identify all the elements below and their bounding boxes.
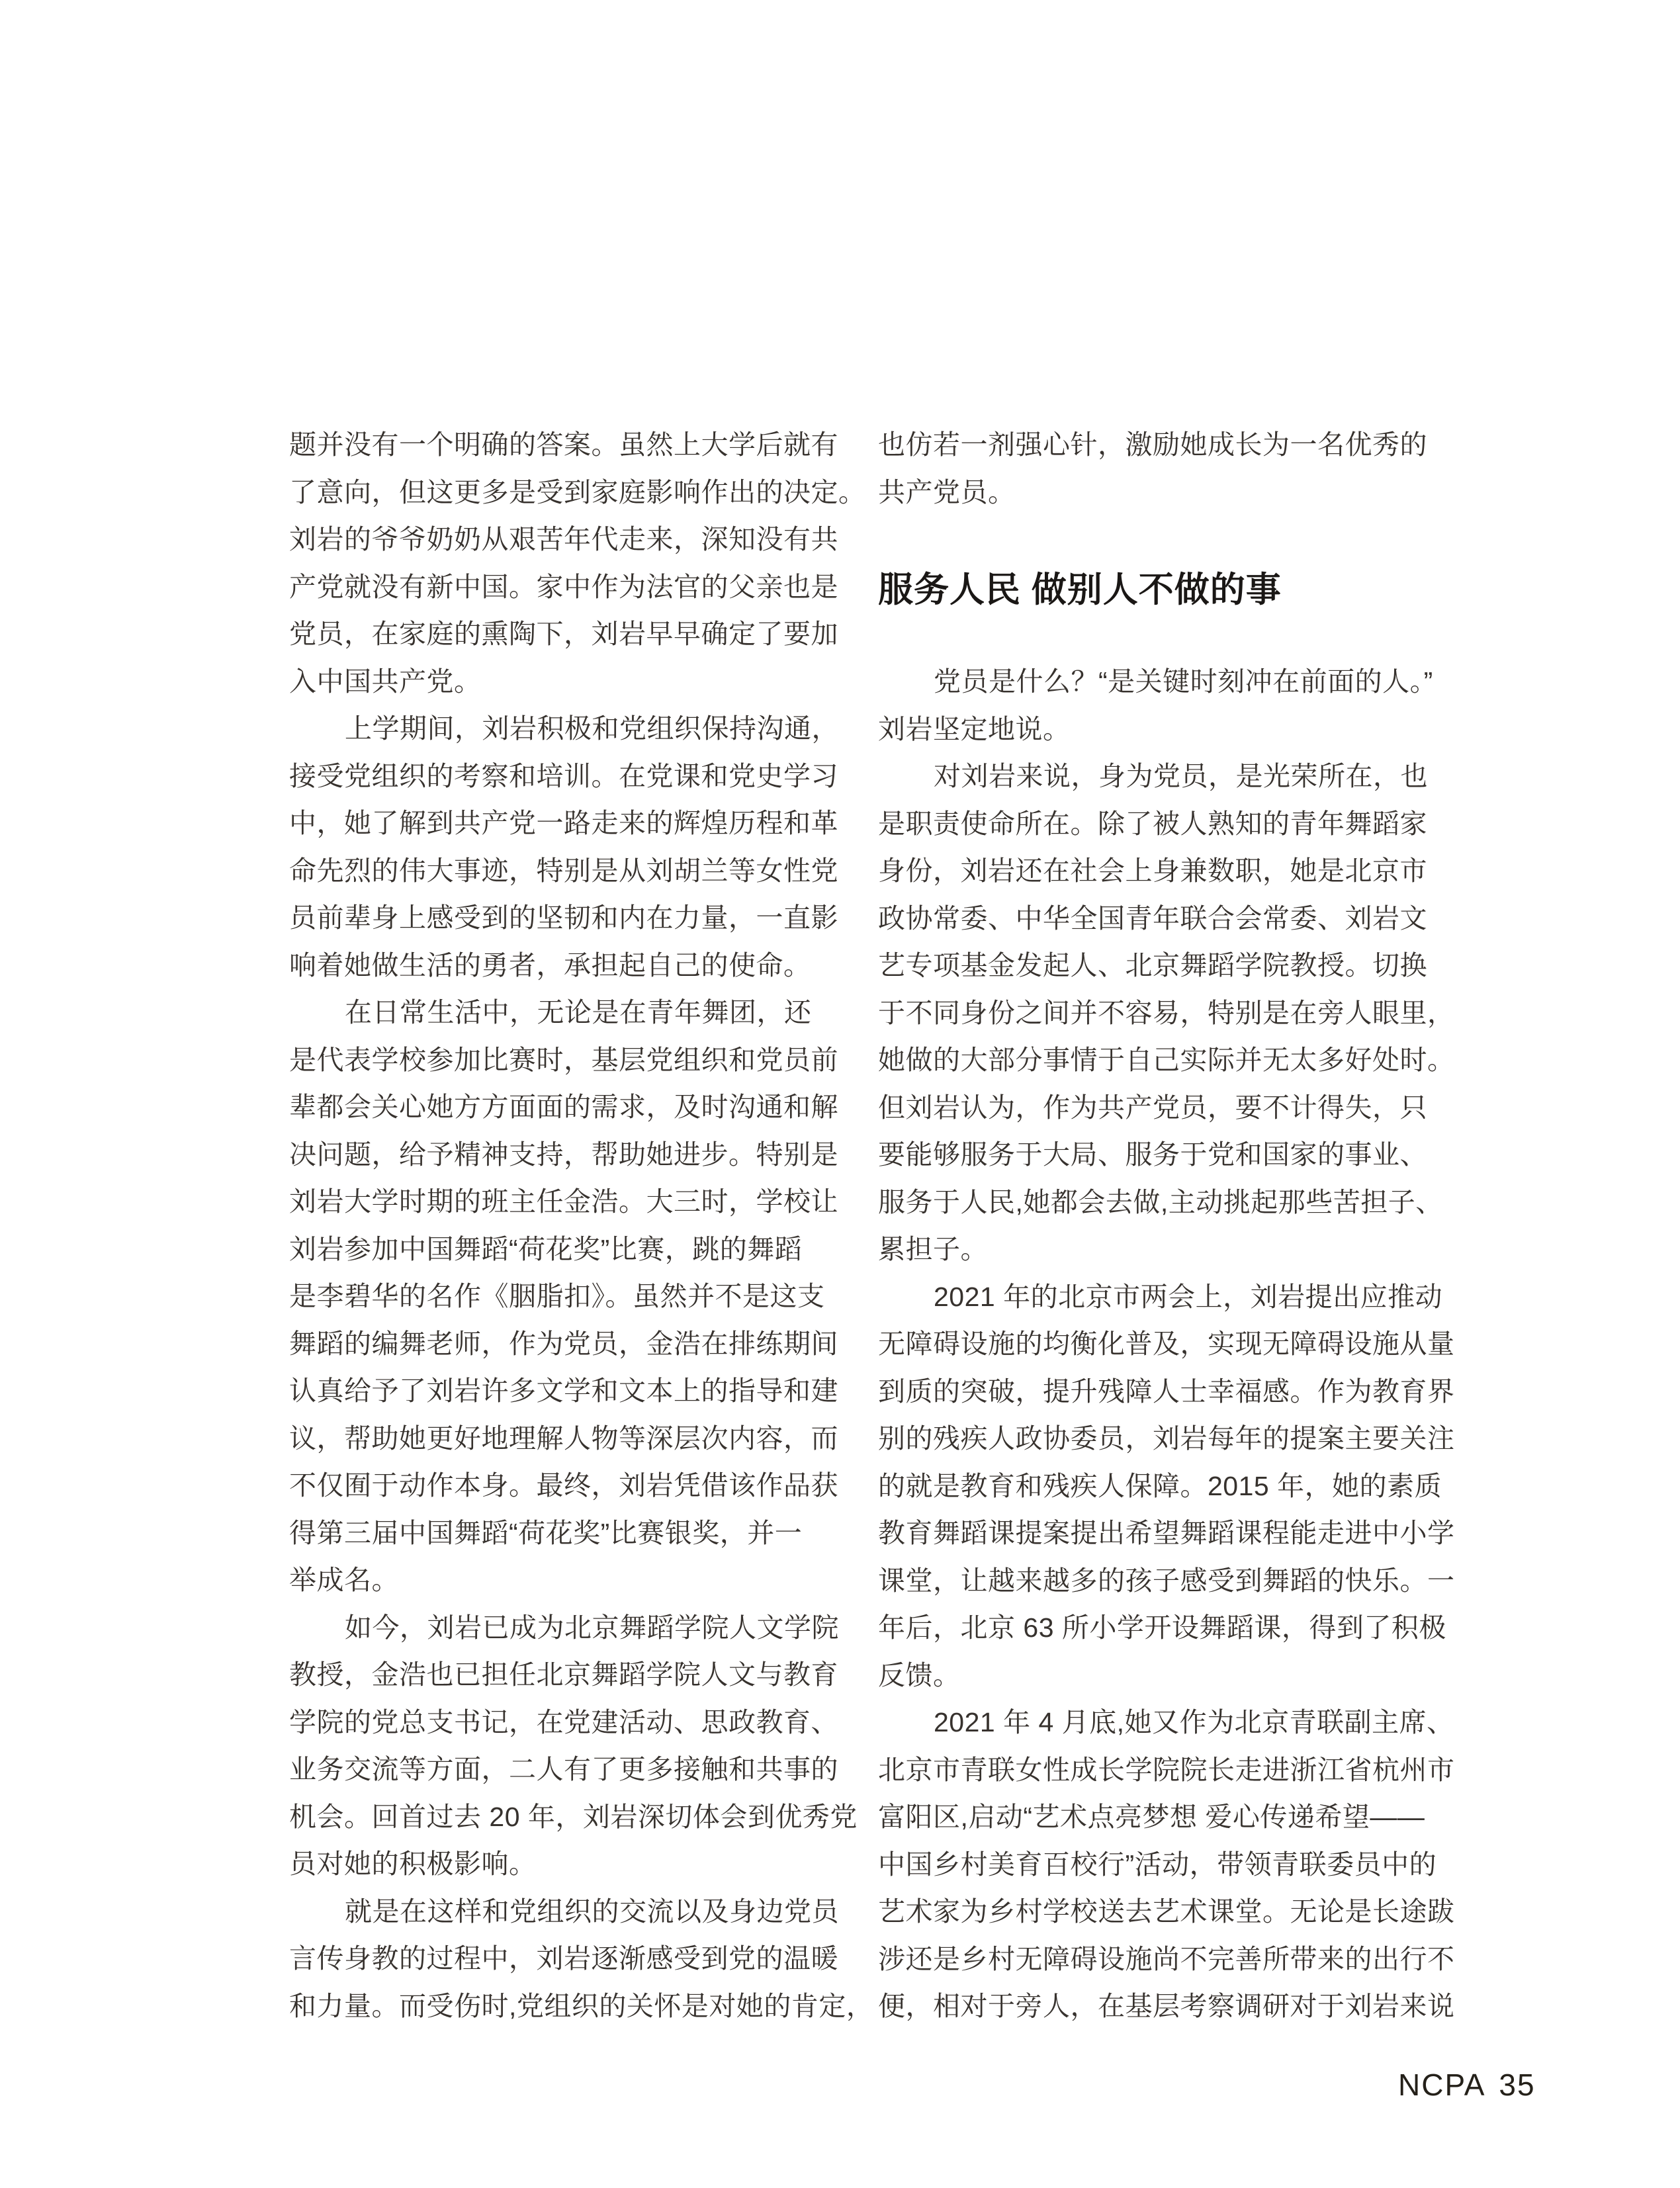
text-line: 别的残疾人政协委员，刘岩每年的提案主要关注	[878, 1423, 1455, 1454]
text-line: 艺专项基金发起人、北京舞蹈学院教授。切换	[878, 950, 1427, 981]
text-line: 是职责使命所在。除了被人熟知的青年舞蹈家	[878, 808, 1427, 839]
text-line: 党员是什么？“是关键时刻冲在前面的人。”	[934, 666, 1433, 697]
text-line: 共产党员。	[878, 476, 1016, 507]
text-line: 于不同身份之间并不容易，特别是在旁人眼里，	[878, 997, 1455, 1028]
text-line: 和力量。而受伤时,党组织的关怀是对她的肯定，	[289, 1990, 874, 2021]
text-line: 艺术家为乡村学校送去艺术课堂。无论是长途跋	[878, 1896, 1455, 1927]
text-line: 到质的突破，提升残障人士幸福感。作为教育界	[878, 1376, 1455, 1407]
text-line: 机会。回首过去 20 年，刘岩深切体会到优秀党	[289, 1801, 858, 1832]
text-line: 涉还是乡村无障碍设施尚不完善所带来的出行不	[878, 1943, 1455, 1974]
text-line: 上学期间，刘岩积极和党组织保持沟通，	[345, 713, 839, 744]
text-line: 中国乡村美育百校行”活动，带领青联委员中的	[878, 1849, 1437, 1880]
text-line: 服务于人民,她都会去做,主动挑起那些苦担子、	[878, 1186, 1443, 1217]
text-line: 的就是教育和残疾人保障。2015 年，她的素质	[878, 1470, 1442, 1501]
text-line: 累担子。	[878, 1234, 988, 1264]
article-column-right-body	[878, 658, 1455, 2031]
text-line: 无障碍设施的均衡化普及，实现无障碍设施从量	[878, 1329, 1455, 1359]
text-line: 2021 年的北京市两会上，刘岩提出应推动	[934, 1281, 1443, 1312]
text-line: 要能够服务于大局、服务于党和国家的事业、	[878, 1139, 1427, 1170]
text-line: 命先烈的伟大事迹，特别是从刘胡兰等女性党	[289, 855, 838, 886]
text-line: 辈都会关心她方方面面的需求，及时沟通和解	[289, 1092, 838, 1122]
page-number: 35	[1499, 2068, 1536, 2102]
text-line: 教育舞蹈课提案提出希望舞蹈课程能走进中小学	[878, 1518, 1455, 1548]
text-line: 学院的党总支书记，在党建活动、思政教育、	[289, 1706, 838, 1737]
text-line: 便，相对于旁人，在基层考察调研对于刘岩来说	[878, 1991, 1455, 2021]
text-line: 刘岩的爷爷奶奶从艰苦年代走来，深知没有共	[289, 524, 838, 554]
section-heading: 服务人民 做别人不做的事	[878, 570, 1282, 609]
text-line: 业务交流等方面，二人有了更多接触和共事的	[289, 1754, 838, 1784]
text-line: 刘岩参加中国舞蹈“荷花奖”比赛，跳的舞蹈	[289, 1233, 803, 1264]
text-line: 题并没有一个明确的答案。虽然上大学后就有	[289, 429, 838, 460]
text-line: 刘岩大学时期的班主任金浩。大三时，学校让	[289, 1186, 838, 1217]
article-column-right	[878, 421, 1455, 2031]
text-line: 是代表学校参加比赛时，基层党组织和党员前	[289, 1044, 838, 1075]
text-line: 议，帮助她更好地理解人物等深层次内容，而	[289, 1422, 838, 1454]
text-line: 员对她的积极影响。	[289, 1849, 537, 1879]
text-line: 认真给予了刘岩许多文学和文本上的指导和建	[289, 1376, 838, 1406]
text-line: 反馈。	[878, 1659, 961, 1690]
article-column-left	[289, 421, 874, 2030]
text-line: 决问题，给予精神支持，帮助她进步。特别是	[289, 1139, 838, 1170]
journal-name: NCPA	[1398, 2068, 1486, 2102]
text-line: 言传身教的过程中，刘岩逐渐感受到党的温暖	[289, 1943, 838, 1974]
text-line: 也仿若一剂强心针，激励她成长为一名优秀的	[878, 429, 1427, 460]
text-line: 对刘岩来说，身为党员，是光荣所在，也	[934, 761, 1428, 791]
text-line: 但刘岩认为，作为共产党员，要不计得失，只	[878, 1092, 1427, 1123]
text-line: 2021 年 4 月底,她又作为北京青联副主席、	[934, 1707, 1454, 1737]
page-footer	[1398, 2068, 1536, 2101]
text-line: 富阳区,启动“艺术点亮梦想 爱心传递希望——	[878, 1802, 1425, 1832]
text-line: 中，她了解到共产党一路走来的辉煌历程和革	[289, 808, 838, 838]
text-line: 入中国共产党。	[289, 666, 482, 697]
text-line: 教授，金浩也已担任北京舞蹈学院人文与教育	[289, 1659, 838, 1690]
article-column-right-top	[878, 421, 1435, 516]
text-line: 党员，在家庭的熏陶下，刘岩早早确定了要加	[289, 619, 838, 649]
text-line: 举成名。	[289, 1565, 399, 1595]
text-line: 不仅囿于动作本身。最终，刘岩凭借该作品获	[289, 1470, 838, 1501]
text-line: 是李碧华的名作《胭脂扣》。虽然并不是这支	[289, 1281, 825, 1311]
text-line: 响着她做生活的勇者，承担起自己的使命。	[289, 949, 811, 981]
text-line: 年后，北京 63 所小学开设舞蹈课，得到了积极	[878, 1612, 1446, 1643]
text-line: 刘岩坚定地说。	[878, 713, 1071, 744]
text-line: 接受党组织的考察和培训。在党课和党史学习	[289, 760, 838, 791]
text-line: 在日常生活中，无论是在青年舞团，还	[345, 997, 812, 1028]
text-line: 员前辈身上感受到的坚韧和内在力量，一直影	[289, 902, 838, 933]
text-line: 如今，刘岩已成为北京舞蹈学院人文学院	[345, 1612, 839, 1643]
text-line: 她做的大部分事情于自己实际并无太多好处时。	[878, 1045, 1455, 1075]
text-line: 产党就没有新中国。家中作为法官的父亲也是	[289, 571, 838, 602]
text-line: 舞蹈的编舞老师，作为党员，金浩在排练期间	[289, 1328, 838, 1359]
text-line: 得第三届中国舞蹈“荷花奖”比赛银奖，并一	[289, 1517, 803, 1548]
text-line: 就是在这样和党组织的交流以及身边党员	[345, 1896, 839, 1927]
text-line: 政协常委、中华全国青年联合会常委、刘岩文	[878, 902, 1427, 934]
text-line: 身份，刘岩还在社会上身兼数职，她是北京市	[878, 855, 1427, 886]
text-line: 北京市青联女性成长学院院长走进浙江省杭州市	[878, 1754, 1455, 1785]
text-line: 课堂，让越来越多的孩子感受到舞蹈的快乐。一	[878, 1565, 1455, 1596]
text-line: 了意向，但这更多是受到家庭影响作出的决定。	[289, 476, 866, 507]
